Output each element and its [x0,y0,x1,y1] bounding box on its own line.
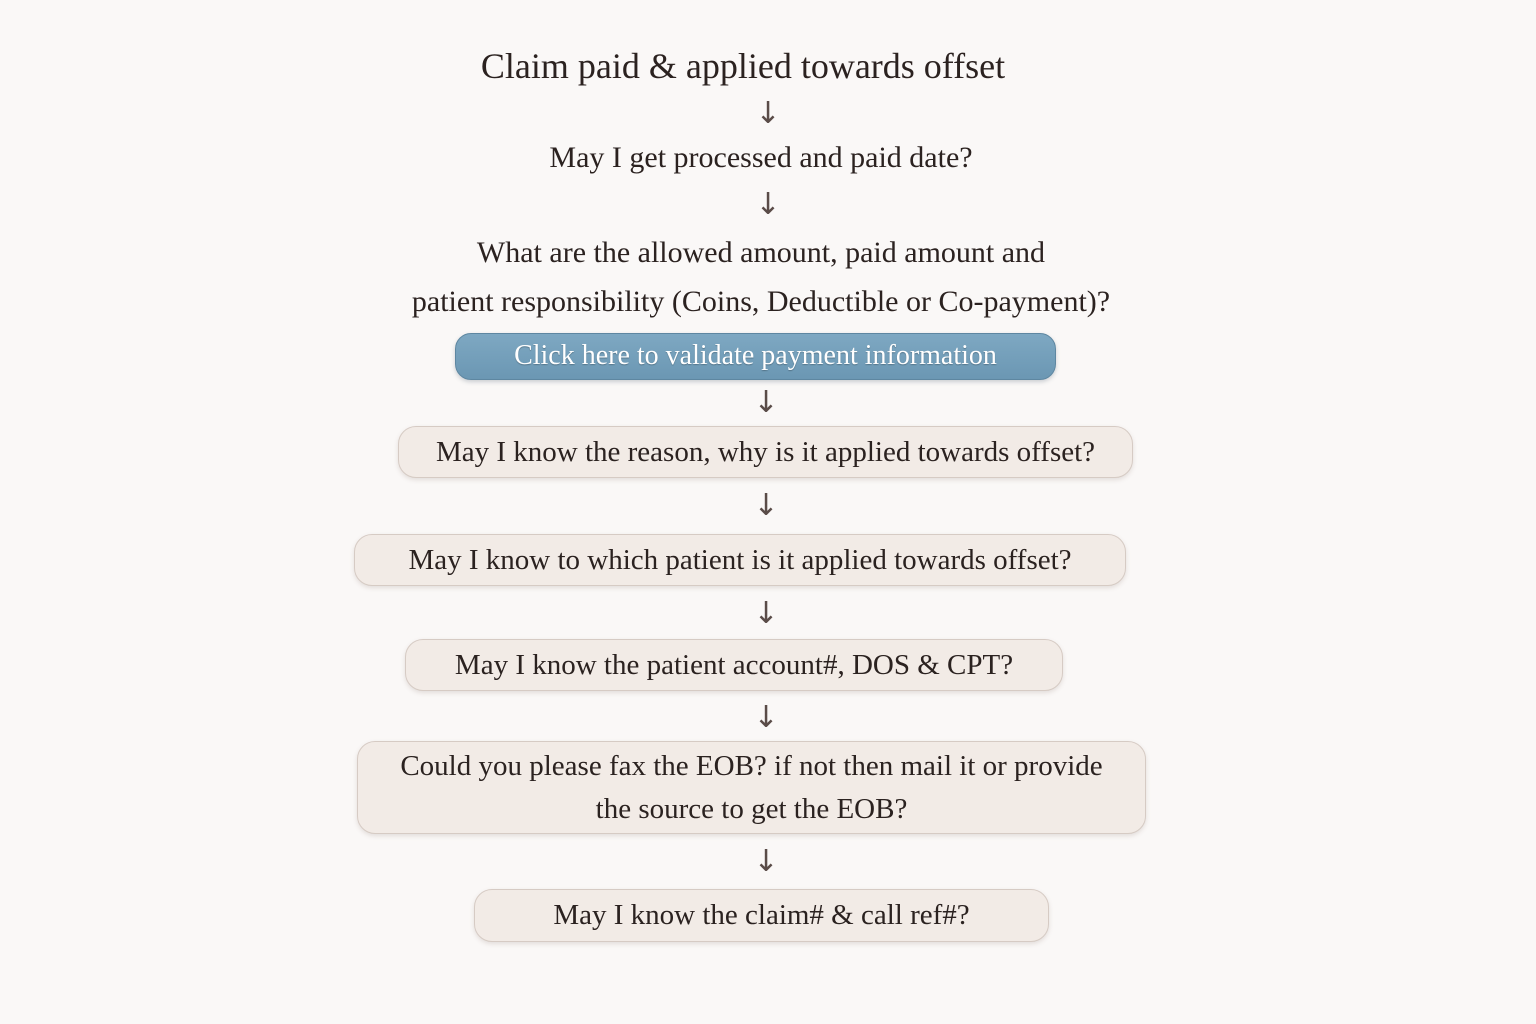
question-offset-patient [354,534,1126,586]
down-arrow-icon: ↓ [753,596,779,631]
validate-payment-button[interactable]: Click here to validate payment information [455,333,1056,380]
flowchart-title: Claim paid & applied towards offset [480,46,1006,86]
question-patient-details-label: May I know the patient account#, DOS & CPT? [454,649,1014,681]
down-arrow-icon: ↓ [755,96,781,131]
question-offset-reason-label: May I know the reason, why is it applied towards offset? [435,436,1096,468]
question-amounts [0,228,1522,326]
down-arrow-icon: ↓ [755,187,781,222]
question-claim-ref-label: May I know the claim# & call ref#? [553,899,970,931]
question-eob [357,741,1146,834]
question-processed-date: May I get processed and paid date? [549,141,973,174]
question-claim-ref [474,889,1049,942]
down-arrow-icon: ↓ [753,844,779,879]
question-eob-line-2: the source to get the EOB? [595,793,908,825]
question-eob-line-1: Could you please fax the EOB? if not then mail it or provide [400,750,1103,782]
question-offset-reason [398,426,1133,478]
question-amounts-line-2: patient responsibility (Coins, Deductible or Co-payment)? [411,285,1111,318]
question-patient-details [405,639,1063,691]
question-offset-patient-label: May I know to which patient is it applied towards offset? [408,544,1072,576]
down-arrow-icon: ↓ [753,385,779,420]
question-amounts-line-1: What are the allowed amount, paid amount and [476,236,1046,269]
down-arrow-icon: ↓ [753,700,779,735]
down-arrow-icon: ↓ [753,488,779,523]
